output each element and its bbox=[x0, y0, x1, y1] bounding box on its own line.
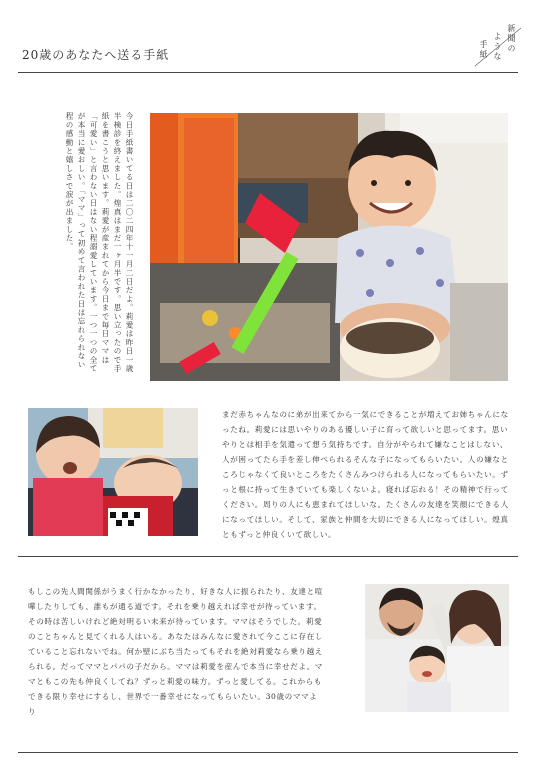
middle-paragraph: まだ赤ちゃんなのに弟が出来てから一気にできることが増えてお姉ちゃんになったね。莉愛には思いやりのある優しい子に育って欲しいと思ってます。思いやりとは相手を気遣って想う気持ちです。自分がやられて嫌なことはしない、人が困ってたら手を差し伸べられるそんな子になってもらいたい。人の嫌なところじゃなくて良いところをたくさんみつけられる人になってもらいたい。ずっと根に持って生きていても楽しくないよ。寝れば忘れる！その精神で行ってください。周りの人にも恵まれてほしいな。たくさんの友達を笑顔にできる人になってほしい。そして、家族と仲間を大切にできる人になってほしい。煌真ともずっと仲良くいて欲しい。 bbox=[222, 410, 509, 539]
photo-sister-with-baby bbox=[28, 408, 198, 536]
photo-child-playing-sand bbox=[150, 113, 508, 381]
header-rule bbox=[18, 72, 518, 73]
logo-line-2: ような bbox=[493, 32, 502, 62]
logo-line-3: 手紙 bbox=[479, 40, 488, 60]
newspaper-logo bbox=[473, 22, 523, 68]
footer-rule bbox=[18, 752, 518, 753]
photo-family-portrait bbox=[365, 584, 509, 712]
intro-vertical-text: 今日手紙書いてる日は二〇二四年十一月二日だよ。莉愛は昨日一歳半検診を終えました。煌真はまだ一ヶ月半です。思い立ったので手紙を書こうと思います。莉愛が産まれてから今日まで毎日ママは「可愛い」と言わない日はない程溺愛しています。一つ一つの全てが本当に愛おしい。「ママ」って初めて言われた日は忘れられない程の感動と嬉しさで涙が出ました。 bbox=[65, 112, 134, 373]
section-rule bbox=[18, 556, 518, 557]
bottom-paragraph: もしこの先人間関係がうまく行かなかったり、好きな人に振られたり、友達と喧嘩したりしても、誰もが通る道です。それを乗り越えれば幸せが待っています。その時は苦しいけれど絶対明るい未来が待っています。ママはそうでした。莉愛のことちゃんと見てくれる人はいる。あなたはみんなに愛されて今ここに存在していること忘れないでね。何か壁にぶち当たってもそれを絶対莉愛なら乗り越えられる。だってママとパパの子だから。ママは莉愛を産んで本当に幸せだよ。ママともこの先も仲良くしてね？ずっと莉愛の味方。ずっと愛してる。これからもできる限り幸せにするし、世界で一番幸せになってもらいたい。30歳のママより bbox=[28, 587, 323, 716]
logo-line-1: 新聞の bbox=[507, 24, 516, 54]
page-title: 20歳のあなたへ送る手紙 bbox=[22, 48, 170, 62]
